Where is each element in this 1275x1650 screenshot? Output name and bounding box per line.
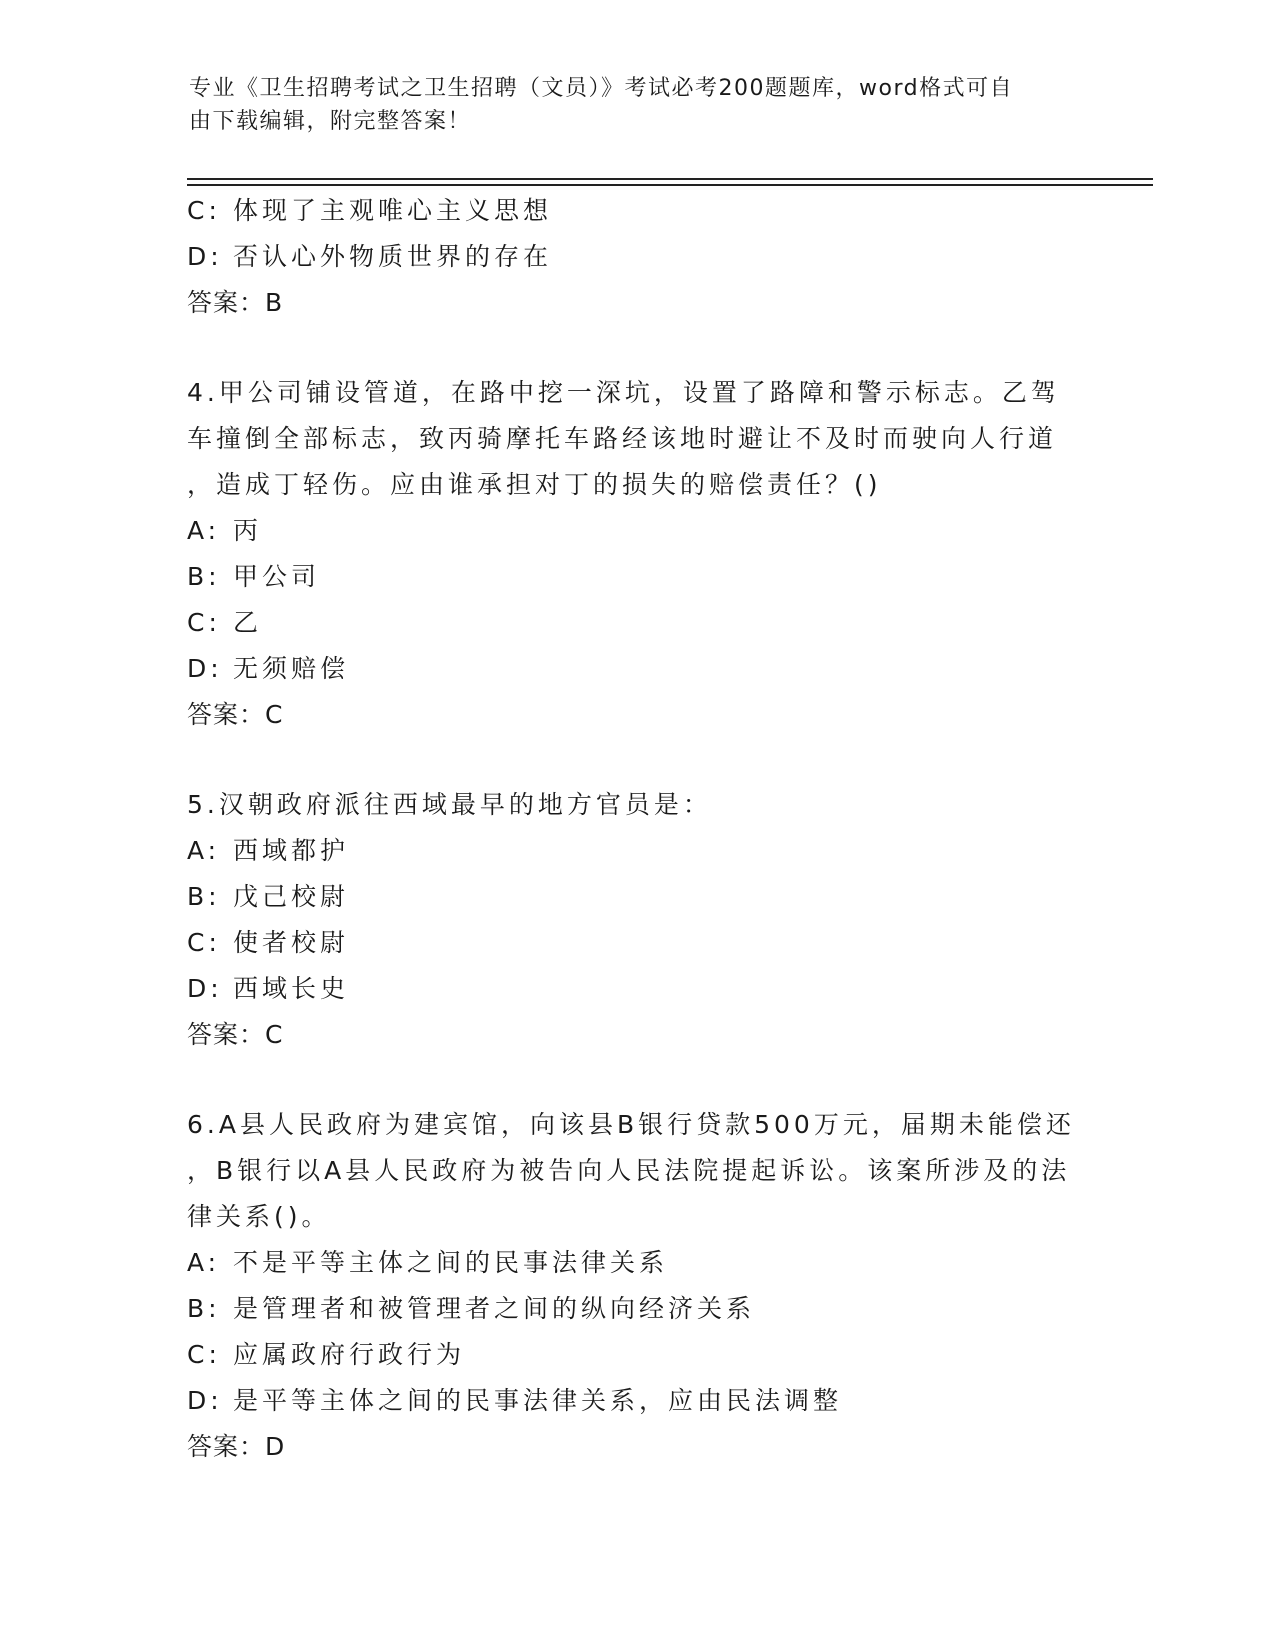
option-c bbox=[187, 188, 1087, 234]
option-text: 是管理者和被管理者之间的纵向经济关系 bbox=[233, 1294, 756, 1323]
option-text: 无须赔偿 bbox=[233, 654, 350, 683]
option-text: 戊己校尉 bbox=[233, 882, 350, 911]
option-d bbox=[187, 966, 1087, 1012]
question-stem-line: 4.甲公司铺设管道，在路中挖一深坑，设置了路障和警示标志。乙驾 bbox=[187, 378, 1060, 407]
option-key: D: bbox=[187, 242, 223, 271]
option-key: B: bbox=[187, 882, 221, 911]
question-stem-line: 5.汉朝政府派往西域最早的地方官员是： bbox=[187, 790, 712, 819]
question-4 bbox=[187, 370, 1087, 738]
option-text: 应属政府行政行为 bbox=[233, 1340, 466, 1369]
option-text: 否认心外物质世界的存在 bbox=[233, 242, 553, 271]
option-key: C: bbox=[187, 1340, 221, 1369]
question-stem-line: 6.A县人民政府为建宾馆，向该县B银行贷款500万元，届期未能偿还 bbox=[187, 1110, 1075, 1139]
option-key: A: bbox=[187, 1248, 221, 1277]
question-5 bbox=[187, 782, 1087, 1058]
option-key: C: bbox=[187, 608, 221, 637]
header-rule-top bbox=[187, 178, 1153, 180]
option-key: A: bbox=[187, 516, 221, 545]
question-list bbox=[187, 188, 1087, 1470]
question-stem-line: ，B银行以A县人民政府为被告向人民法院提起诉讼。该案所涉及的法 bbox=[187, 1156, 1071, 1185]
header-line-2: 由下载编辑，附完整答案！ bbox=[189, 109, 472, 134]
option-a bbox=[187, 828, 1087, 874]
option-b bbox=[187, 874, 1087, 920]
question-3 bbox=[187, 188, 1087, 326]
option-text: 不是平等主体之间的民事法律关系 bbox=[233, 1248, 669, 1277]
answer: 答案：C bbox=[187, 700, 284, 729]
option-key: C: bbox=[187, 196, 221, 225]
answer: 答案：C bbox=[187, 1020, 284, 1049]
question-stem-line: ，造成丁轻伤。应由谁承担对丁的损失的赔偿责任？() bbox=[187, 470, 882, 499]
document-header bbox=[189, 72, 1089, 138]
answer: 答案：D bbox=[187, 1432, 286, 1461]
option-a bbox=[187, 1240, 1087, 1286]
option-text: 使者校尉 bbox=[233, 928, 350, 957]
header-rule-bottom bbox=[187, 184, 1153, 186]
question-stem-line: 律关系()。 bbox=[187, 1202, 331, 1231]
option-a bbox=[187, 508, 1087, 554]
option-c bbox=[187, 1332, 1087, 1378]
option-d bbox=[187, 646, 1087, 692]
question-6 bbox=[187, 1102, 1087, 1470]
option-key: D: bbox=[187, 1386, 223, 1415]
option-text: 丙 bbox=[233, 516, 263, 545]
option-d bbox=[187, 234, 1087, 280]
option-key: A: bbox=[187, 836, 221, 865]
option-c bbox=[187, 600, 1087, 646]
option-text: 体现了主观唯心主义思想 bbox=[233, 196, 553, 225]
option-text: 是平等主体之间的民事法律关系，应由民法调整 bbox=[233, 1386, 843, 1415]
answer: 答案：B bbox=[187, 288, 284, 317]
option-key: D: bbox=[187, 654, 223, 683]
option-text: 西域长史 bbox=[233, 974, 350, 1003]
option-c bbox=[187, 920, 1087, 966]
option-text: 乙 bbox=[233, 608, 263, 637]
option-text: 西域都护 bbox=[233, 836, 350, 865]
question-stem-line: 车撞倒全部标志，致丙骑摩托车路经该地时避让不及时而驶向人行道 bbox=[187, 424, 1058, 453]
option-d bbox=[187, 1378, 1087, 1424]
option-key: B: bbox=[187, 1294, 221, 1323]
option-key: D: bbox=[187, 974, 223, 1003]
option-text: 甲公司 bbox=[233, 562, 321, 591]
option-b bbox=[187, 554, 1087, 600]
option-b bbox=[187, 1286, 1087, 1332]
header-line-1: 专业《卫生招聘考试之卫生招聘（文员）》考试必考200题题库，word格式可自 bbox=[189, 76, 1014, 101]
option-key: C: bbox=[187, 928, 221, 957]
option-key: B: bbox=[187, 562, 221, 591]
